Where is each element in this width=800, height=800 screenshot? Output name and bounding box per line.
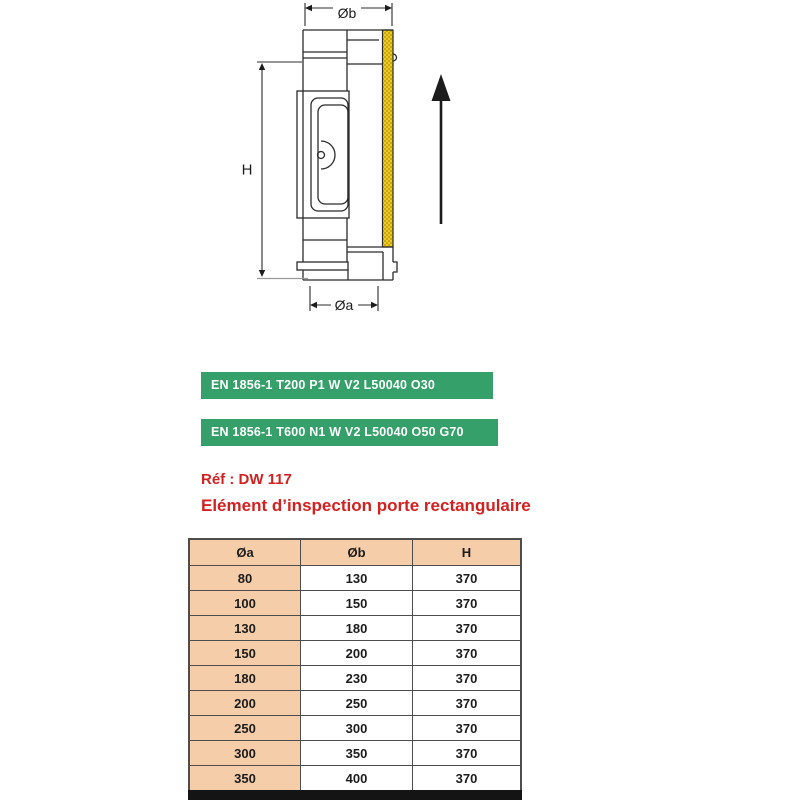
table-row <box>189 616 521 641</box>
cell-diameter-a: 300 <box>189 741 301 766</box>
cell-diameter-b: 180 <box>301 616 413 641</box>
cell-height: 370 <box>413 591 522 616</box>
cell-height: 370 <box>413 616 522 641</box>
cell-height: 370 <box>413 566 522 591</box>
inspection-door <box>297 91 349 218</box>
table-row <box>189 716 521 741</box>
table-row <box>189 591 521 616</box>
cell-diameter-b: 130 <box>301 566 413 591</box>
certification-banner-t200: EN 1856-1 T200 P1 W V2 L50040 O30 <box>201 372 493 399</box>
cell-diameter-b: 400 <box>301 766 413 792</box>
column-header-height: H <box>413 539 522 566</box>
insulation-strip <box>383 30 394 247</box>
cell-diameter-b: 150 <box>301 591 413 616</box>
certification-banner-t600: EN 1856-1 T600 N1 W V2 L50040 O50 G70 <box>201 419 498 446</box>
dimension-arrowheads <box>259 5 392 308</box>
cell-diameter-a: 100 <box>189 591 301 616</box>
cell-diameter-a: 250 <box>189 716 301 741</box>
cell-diameter-a: 180 <box>189 666 301 691</box>
table-bottom-bar <box>188 790 522 800</box>
table-row <box>189 641 521 666</box>
cell-diameter-a: 200 <box>189 691 301 716</box>
dimension-label-diameter-b: Øb <box>337 5 357 21</box>
cell-diameter-b: 200 <box>301 641 413 666</box>
dimension-label-height: H <box>241 161 253 179</box>
table-row <box>189 741 521 766</box>
cell-height: 370 <box>413 741 522 766</box>
cell-height: 370 <box>413 716 522 741</box>
dimension-label-diameter-a: Øa <box>334 297 354 313</box>
technical-drawing <box>0 0 800 348</box>
dimensions-table <box>188 538 522 792</box>
table-row <box>189 691 521 716</box>
cell-height: 370 <box>413 666 522 691</box>
product-reference: Réf : DW 117 <box>201 471 292 488</box>
table-row <box>189 566 521 591</box>
cell-diameter-a: 350 <box>189 766 301 792</box>
cell-diameter-b: 230 <box>301 666 413 691</box>
product-title: Elément d’inspection porte rectangulaire <box>201 496 531 515</box>
cell-diameter-b: 250 <box>301 691 413 716</box>
column-header-diameter-b: Øb <box>301 539 413 566</box>
cell-height: 370 <box>413 691 522 716</box>
table-row <box>189 666 521 691</box>
cell-diameter-a: 80 <box>189 566 301 591</box>
cell-diameter-b: 350 <box>301 741 413 766</box>
cell-height: 370 <box>413 641 522 666</box>
cell-diameter-a: 150 <box>189 641 301 666</box>
table-header-row <box>189 539 521 566</box>
table-row <box>189 766 521 792</box>
flow-direction-arrow-icon <box>432 74 451 224</box>
cell-height: 370 <box>413 766 522 792</box>
column-header-diameter-a: Øa <box>189 539 301 566</box>
cell-diameter-b: 300 <box>301 716 413 741</box>
cell-diameter-a: 130 <box>189 616 301 641</box>
